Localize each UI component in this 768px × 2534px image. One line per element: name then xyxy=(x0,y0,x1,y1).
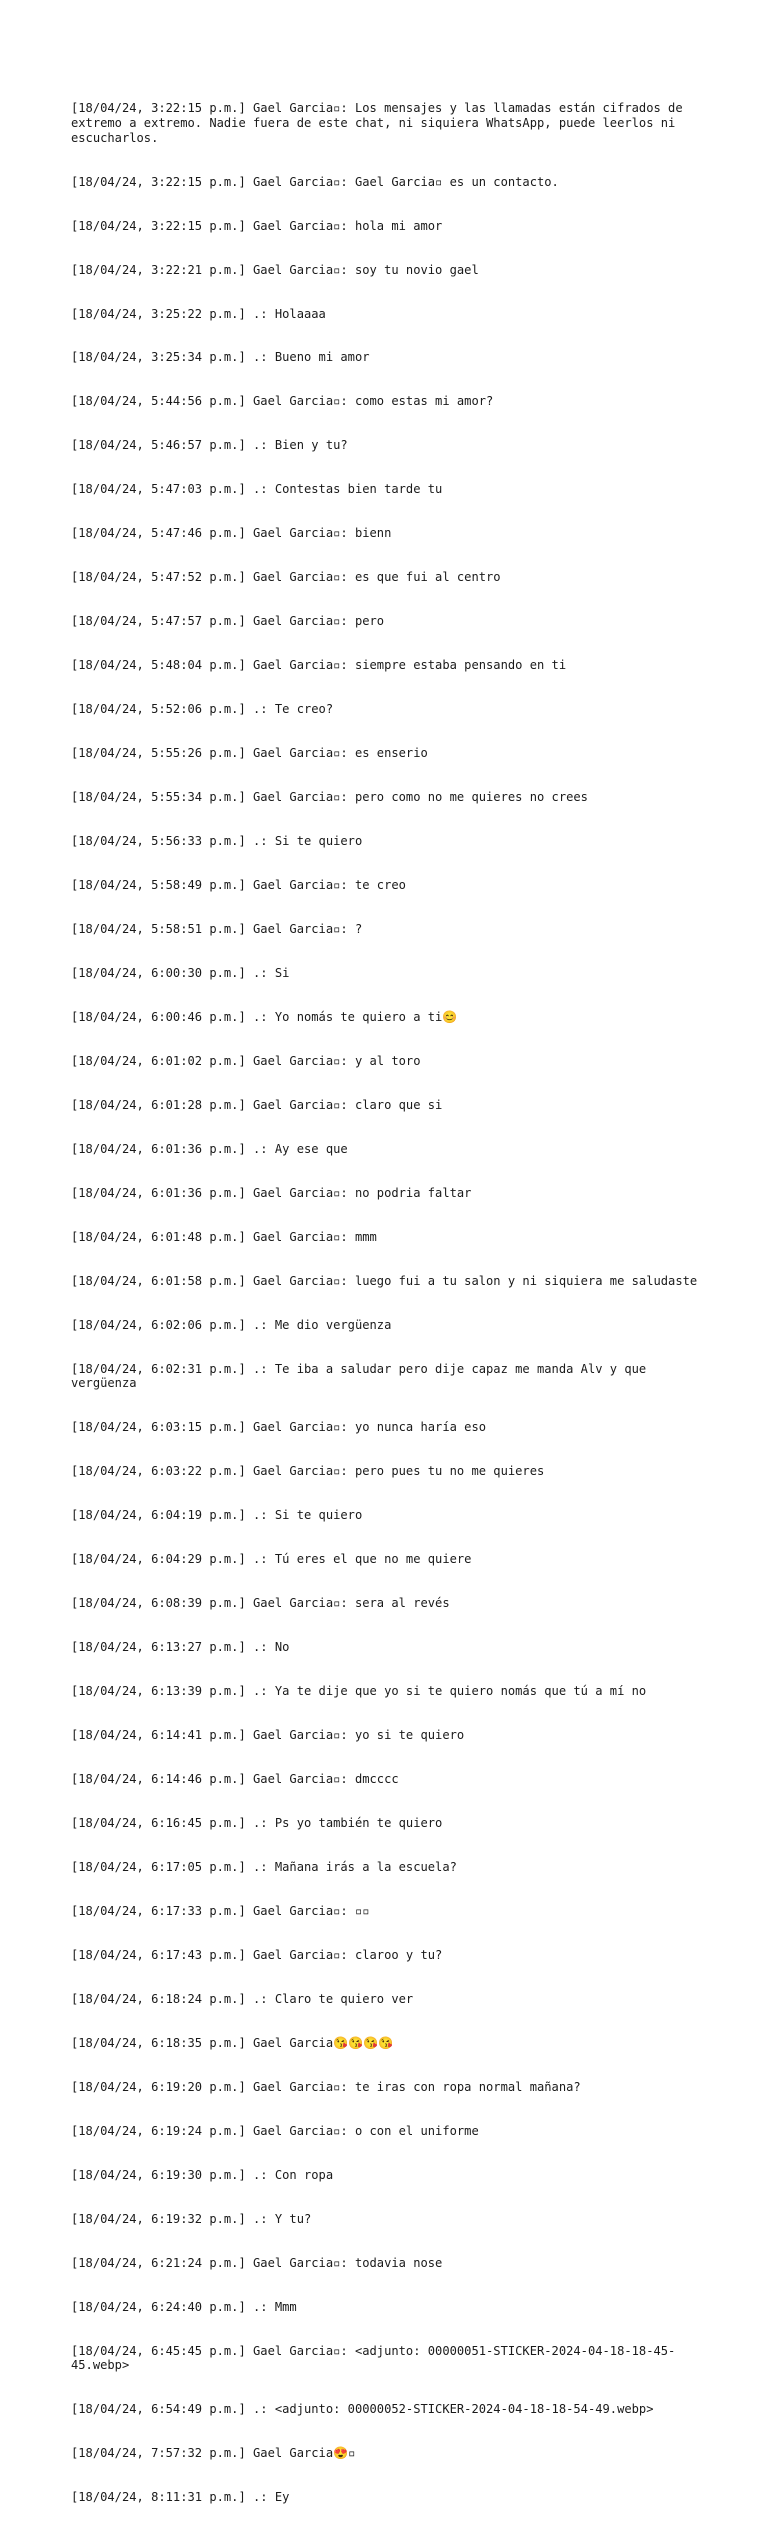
chat-line: [18/04/24, 6:04:29 p.m.] .: Tú eres el que no me quiere xyxy=(71,1552,472,1567)
chat-line: [18/04/24, 6:21:24 p.m.] Gael Garcia▫: todavia nose xyxy=(71,2255,443,2270)
chat-line: [18/04/24, 3:25:34 p.m.] .: Bueno mi amor xyxy=(71,350,370,365)
chat-line: [18/04/24, 5:46:57 p.m.] .: Bien y tu? xyxy=(71,438,348,453)
chat-line: [18/04/24, 6:02:06 p.m.] .: Me dio vergüenza xyxy=(71,1317,392,1332)
chat-line: [18/04/24, 6:17:33 p.m.] Gael Garcia▫: ▫▫ xyxy=(71,1904,370,1919)
chat-line: [18/04/24, 6:00:30 p.m.] .: Si xyxy=(71,966,290,981)
chat-line: [18/04/24, 6:14:46 p.m.] Gael Garcia▫: dmcccc xyxy=(71,1772,399,1787)
chat-line: [18/04/24, 6:13:27 p.m.] .: No xyxy=(71,1640,290,1655)
chat-line: [18/04/24, 3:22:21 p.m.] Gael Garcia▫: soy tu novio gael xyxy=(71,262,479,277)
chat-line: [18/04/24, 6:01:02 p.m.] Gael Garcia▫: y al toro xyxy=(71,1053,421,1068)
chat-transcript xyxy=(71,72,711,2534)
chat-line: [18/04/24, 3:22:15 p.m.] Gael Garcia▫: Los mensajes y las llamadas están cifrados de extremo a extremo. Nadie fuera de este chat, ni siquiera WhatsApp, puede leerlos ni escucharlos. xyxy=(71,101,690,145)
chat-line: [18/04/24, 6:01:48 p.m.] Gael Garcia▫: mmm xyxy=(71,1229,377,1244)
chat-line: [18/04/24, 6:54:49 p.m.] .: <adjunto: 00000052-STICKER-2024-04-18-18-54-49.webp> xyxy=(71,2402,654,2417)
chat-line: [18/04/24, 3:22:15 p.m.] Gael Garcia▫: Gael Garcia▫ es un contacto. xyxy=(71,174,559,189)
chat-line: [18/04/24, 6:19:20 p.m.] Gael Garcia▫: te iras con ropa normal mañana? xyxy=(71,2079,581,2094)
chat-line: [18/04/24, 6:08:39 p.m.] Gael Garcia▫: sera al revés xyxy=(71,1596,450,1611)
chat-line: [18/04/24, 6:45:45 p.m.] Gael Garcia▫: <adjunto: 00000051-STICKER-2024-04-18-18-45-45.webp> xyxy=(71,2343,676,2373)
chat-line: [18/04/24, 6:04:19 p.m.] .: Si te quiero xyxy=(71,1508,363,1523)
chat-line: [18/04/24, 6:24:40 p.m.] .: Mmm xyxy=(71,2299,297,2314)
chat-line: [18/04/24, 7:57:32 p.m.] Gael Garcia😍▫ xyxy=(71,2446,356,2461)
chat-line: [18/04/24, 6:01:36 p.m.] .: Ay ese que xyxy=(71,1141,348,1156)
chat-line: [18/04/24, 5:58:49 p.m.] Gael Garcia▫: te creo xyxy=(71,878,406,893)
chat-line: [18/04/24, 5:52:06 p.m.] .: Te creo? xyxy=(71,702,334,717)
chat-line: [18/04/24, 3:25:22 p.m.] .: Holaaaa xyxy=(71,306,326,321)
chat-line: [18/04/24, 6:18:35 p.m.] Gael Garcia😘😘😘😘 xyxy=(71,2035,394,2050)
chat-line: [18/04/24, 5:55:34 p.m.] Gael Garcia▫: pero como no me quieres no crees xyxy=(71,790,588,805)
chat-line: [18/04/24, 6:17:43 p.m.] Gael Garcia▫: claroo y tu? xyxy=(71,1948,443,1962)
chat-line: [18/04/24, 6:17:05 p.m.] .: Mañana irás a la escuela? xyxy=(71,1860,457,1875)
chat-line: [18/04/24, 5:48:04 p.m.] Gael Garcia▫: siempre estaba pensando en ti xyxy=(71,658,567,673)
chat-line: [18/04/24, 5:47:57 p.m.] Gael Garcia▫: pero xyxy=(71,614,385,629)
chat-line: [18/04/24, 5:47:46 p.m.] Gael Garcia▫: bienn xyxy=(71,526,392,541)
chat-line: [18/04/24, 6:00:46 p.m.] .: Yo nomás te quiero a ti😊 xyxy=(71,1010,458,1024)
chat-line: [18/04/24, 6:01:28 p.m.] Gael Garcia▫: claro que si xyxy=(71,1097,443,1112)
chat-line: [18/04/24, 6:03:22 p.m.] Gael Garcia▫: pero pues tu no me quieres xyxy=(71,1464,545,1479)
chat-line: [18/04/24, 5:58:51 p.m.] Gael Garcia▫: ? xyxy=(71,922,363,937)
chat-line: [18/04/24, 6:01:36 p.m.] Gael Garcia▫: no podria faltar xyxy=(71,1185,472,1200)
chat-line: [18/04/24, 6:14:41 p.m.] Gael Garcia▫: yo si te quiero xyxy=(71,1728,465,1743)
chat-line: [18/04/24, 6:03:15 p.m.] Gael Garcia▫: yo nunca haría eso xyxy=(71,1420,487,1435)
chat-line: [18/04/24, 6:19:32 p.m.] .: Y tu? xyxy=(71,2211,312,2226)
chat-line: [18/04/24, 5:56:33 p.m.] .: Si te quiero xyxy=(71,834,363,849)
chat-line: [18/04/24, 6:01:58 p.m.] Gael Garcia▫: luego fui a tu salon y ni siquiera me saludaste xyxy=(71,1273,698,1288)
chat-line: [18/04/24, 6:16:45 p.m.] .: Ps yo también te quiero xyxy=(71,1816,443,1831)
chat-line: [18/04/24, 5:47:03 p.m.] .: Contestas bien tarde tu xyxy=(71,482,443,497)
chat-line: [18/04/24, 5:44:56 p.m.] Gael Garcia▫: como estas mi amor? xyxy=(71,394,494,409)
chat-line: [18/04/24, 6:19:24 p.m.] Gael Garcia▫: o con el uniforme xyxy=(71,2123,479,2138)
chat-line: [18/04/24, 6:18:24 p.m.] .: Claro te quiero ver xyxy=(71,1991,414,2006)
chat-line: [18/04/24, 3:22:15 p.m.] Gael Garcia▫: hola mi amor xyxy=(71,218,443,233)
chat-line: [18/04/24, 5:47:52 p.m.] Gael Garcia▫: es que fui al centro xyxy=(71,570,501,585)
chat-line: [18/04/24, 6:13:39 p.m.] .: Ya te dije que yo si te quiero nomás que tú a mí no xyxy=(71,1684,647,1699)
chat-line: [18/04/24, 8:11:31 p.m.] .: Ey xyxy=(71,2490,290,2505)
chat-line: [18/04/24, 5:55:26 p.m.] Gael Garcia▫: es enserio xyxy=(71,746,428,761)
chat-line: [18/04/24, 6:02:31 p.m.] .: Te iba a saludar pero dije capaz me manda Alv y que vergüenza xyxy=(71,1361,654,1391)
chat-line: [18/04/24, 6:19:30 p.m.] .: Con ropa xyxy=(71,2167,334,2182)
